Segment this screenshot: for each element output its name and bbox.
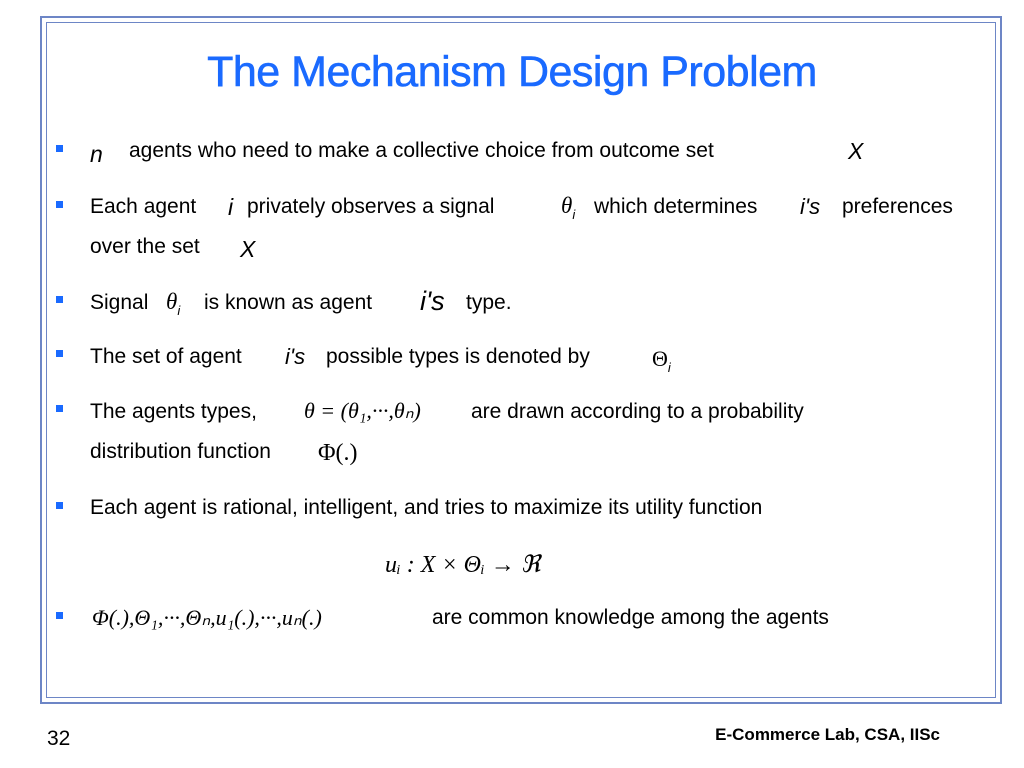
bullet-5-text-c: distribution function — [90, 440, 271, 463]
bullet-5-text-a: The agents types, — [90, 400, 257, 423]
theta-i: $\theta_i$ — [166, 289, 181, 318]
i-possessive: i's — [420, 286, 445, 316]
bullet-marker — [56, 296, 63, 303]
bullet-5-text-b: are drawn according to a probability — [471, 400, 804, 423]
slide-title: The Mechanism Design Problem — [207, 48, 817, 96]
bullet-marker — [56, 405, 63, 412]
bullet-3-text-a: Signal — [90, 291, 149, 314]
bullet-7-text: are common knowledge among the agents — [432, 606, 829, 629]
bullet-2-text-e: over the set — [90, 235, 200, 258]
page-number: 32 — [47, 727, 71, 750]
bullet-marker — [56, 145, 63, 152]
var-x: X — [848, 138, 864, 164]
common-knowledge-formula: Φ(.),Θ₁,···,Θₙ,u₁(.),···,uₙ(.) — [92, 605, 322, 630]
theta-vector-formula: θ = (θ₁,···,θₙ) — [304, 398, 421, 423]
var-n: n — [90, 141, 103, 167]
i-possessive: i's — [800, 194, 821, 219]
bullet-2-text-d: preferences — [842, 195, 953, 218]
bullet-6-text: Each agent is rational, intelligent, and tries to maximize its utility function — [90, 496, 763, 519]
bullet-1-text: agents who need to make a collective choice from outcome set — [129, 139, 714, 162]
bullet-marker — [56, 350, 63, 357]
bullet-2-text-b: privately observes a signal — [247, 195, 495, 218]
theta-i: $\theta_i$ — [561, 193, 576, 222]
var-x: X — [240, 236, 256, 262]
utility-formula: uᵢ : X × Θᵢ → ℜ — [385, 552, 541, 578]
bullet-marker — [56, 502, 63, 509]
phi-function: Φ(.) — [318, 440, 358, 466]
bullet-3-text-c: type. — [466, 291, 512, 314]
bullet-3-text-b: is known as agent — [204, 291, 373, 314]
bullet-4-text-b: possible types is denoted by — [326, 345, 590, 368]
i-possessive: i's — [285, 344, 306, 369]
big-theta-i: $\Theta_i$ — [652, 346, 671, 375]
bullet-4-text-a: The set of agent — [90, 345, 242, 368]
bullet-marker — [56, 201, 63, 208]
footer-credit: E-Commerce Lab, CSA, IISc — [715, 725, 940, 744]
bullet-2-text-c: which determines — [594, 195, 758, 218]
var-i: i — [228, 194, 234, 220]
bullet-2-text-a: Each agent — [90, 195, 197, 218]
bullet-marker — [56, 612, 63, 619]
